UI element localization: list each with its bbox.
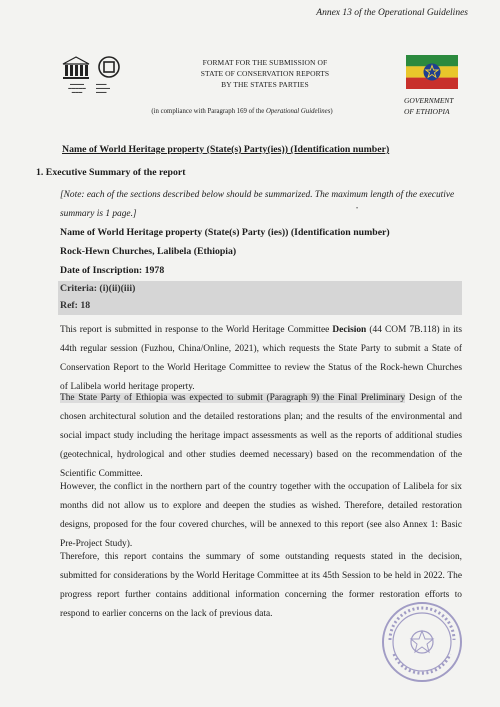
unesco-temple-icon xyxy=(62,56,90,80)
compliance-suffix: ) xyxy=(330,108,333,115)
compliance-prefix: (in compliance with Paragraph 169 of the xyxy=(151,108,266,115)
summary-note: [Note: each of the sections described below should be summarized. The maximum length of the executive summary is 1 page.] xyxy=(60,190,455,219)
paragraph-2 xyxy=(60,389,462,484)
paragraph-1-text: This report is submitted in response to the World Heritage Committee xyxy=(60,325,333,335)
date-of-inscription: Date of Inscription: 1978 xyxy=(60,265,165,276)
paragraph-2-highlighted: The State Party of Ethiopia was expected to submit (Paragraph 9) the Final Preliminary xyxy=(60,393,406,403)
paragraph-1-text: (44 COM 7B.118) in its 44th regular session (Fuzhou, China/Online, 2021), which requests the State Party to submit a State of Conservation Report to the World Heritage Committee to review the Status of the Rock-hewn Churches of Lalibela world heritage property. xyxy=(60,325,462,392)
paragraph-3: However, the conflict in the northern part of the country together with the occupation of Lalibela for six months did not allow us to explore and deepen the studies as wished. Therefore, detailed restoration designs, proposed for the four covered churches, will be annexed to this report (see also Annex 1: Basic Pre-Project Study). xyxy=(60,482,462,549)
decision-word: Decision xyxy=(332,325,367,335)
section-heading: 1. Executive Summary of the report xyxy=(36,167,186,178)
format-title-line: FORMAT FOR THE SUBMISSION OF xyxy=(202,58,328,67)
government-line: GOVERNMENT xyxy=(404,96,454,105)
format-title-line: BY THE STATES PARTIES xyxy=(221,80,309,89)
paragraph-1 xyxy=(60,321,462,397)
format-title xyxy=(170,57,360,90)
format-title-line: STATE OF CONSERVATION REPORTS xyxy=(200,69,330,78)
whc-caption: ▬▬▬ ▬▬▬▬ ▬▬▬ xyxy=(96,82,110,94)
ministry-seal-stamp-icon xyxy=(380,600,464,684)
world-heritage-emblem-icon xyxy=(98,56,120,78)
unesco-caption: ▬▬▬▬ ▬▬▬▬▬ ▬▬▬ xyxy=(68,82,86,94)
property-name-label: Name of World Heritage property (State(s) Party (ies)) (Identification number) xyxy=(60,227,390,238)
paragraph-4: Therefore, this report contains the summary of some outstanding requests stated in the decision, submitted for considerations by the World Heritage Committee at its 45th Session to be held in 2022. The progress report further contains additional information concerning the former restoration efforts to respond to earlier concerns on the lack of previous data. xyxy=(60,552,462,619)
government-line: OF ETHIOPIA xyxy=(404,107,450,116)
compliance-note xyxy=(112,108,372,115)
paragraph-2-text: Design of the chosen architectural solution and the detailed restorations plan; and the results of the environmental and social impact study including the heritage impact assessments as well as the reports of additional studies (geotechnical, hydrological and other studies deemed necessary) based on the recommendation of the Scientific Committee. xyxy=(60,393,462,479)
stray-mark: • xyxy=(356,206,359,212)
reference: Ref: 18 xyxy=(60,300,91,311)
property-heading: Name of World Heritage property (State(s) Party(ies)) (Identification number) xyxy=(62,144,390,155)
ethiopia-flag-emblem-icon xyxy=(406,55,458,89)
compliance-italic: Operational Guidelines xyxy=(265,108,331,115)
government-label xyxy=(404,95,464,117)
annex-label: Annex 13 of the Operational Guidelines xyxy=(316,8,468,18)
criteria: Criteria: (i)(ii)(iii) xyxy=(60,283,136,294)
site-name: Rock-Hewn Churches, Lalibela (Ethiopia) xyxy=(60,246,237,257)
